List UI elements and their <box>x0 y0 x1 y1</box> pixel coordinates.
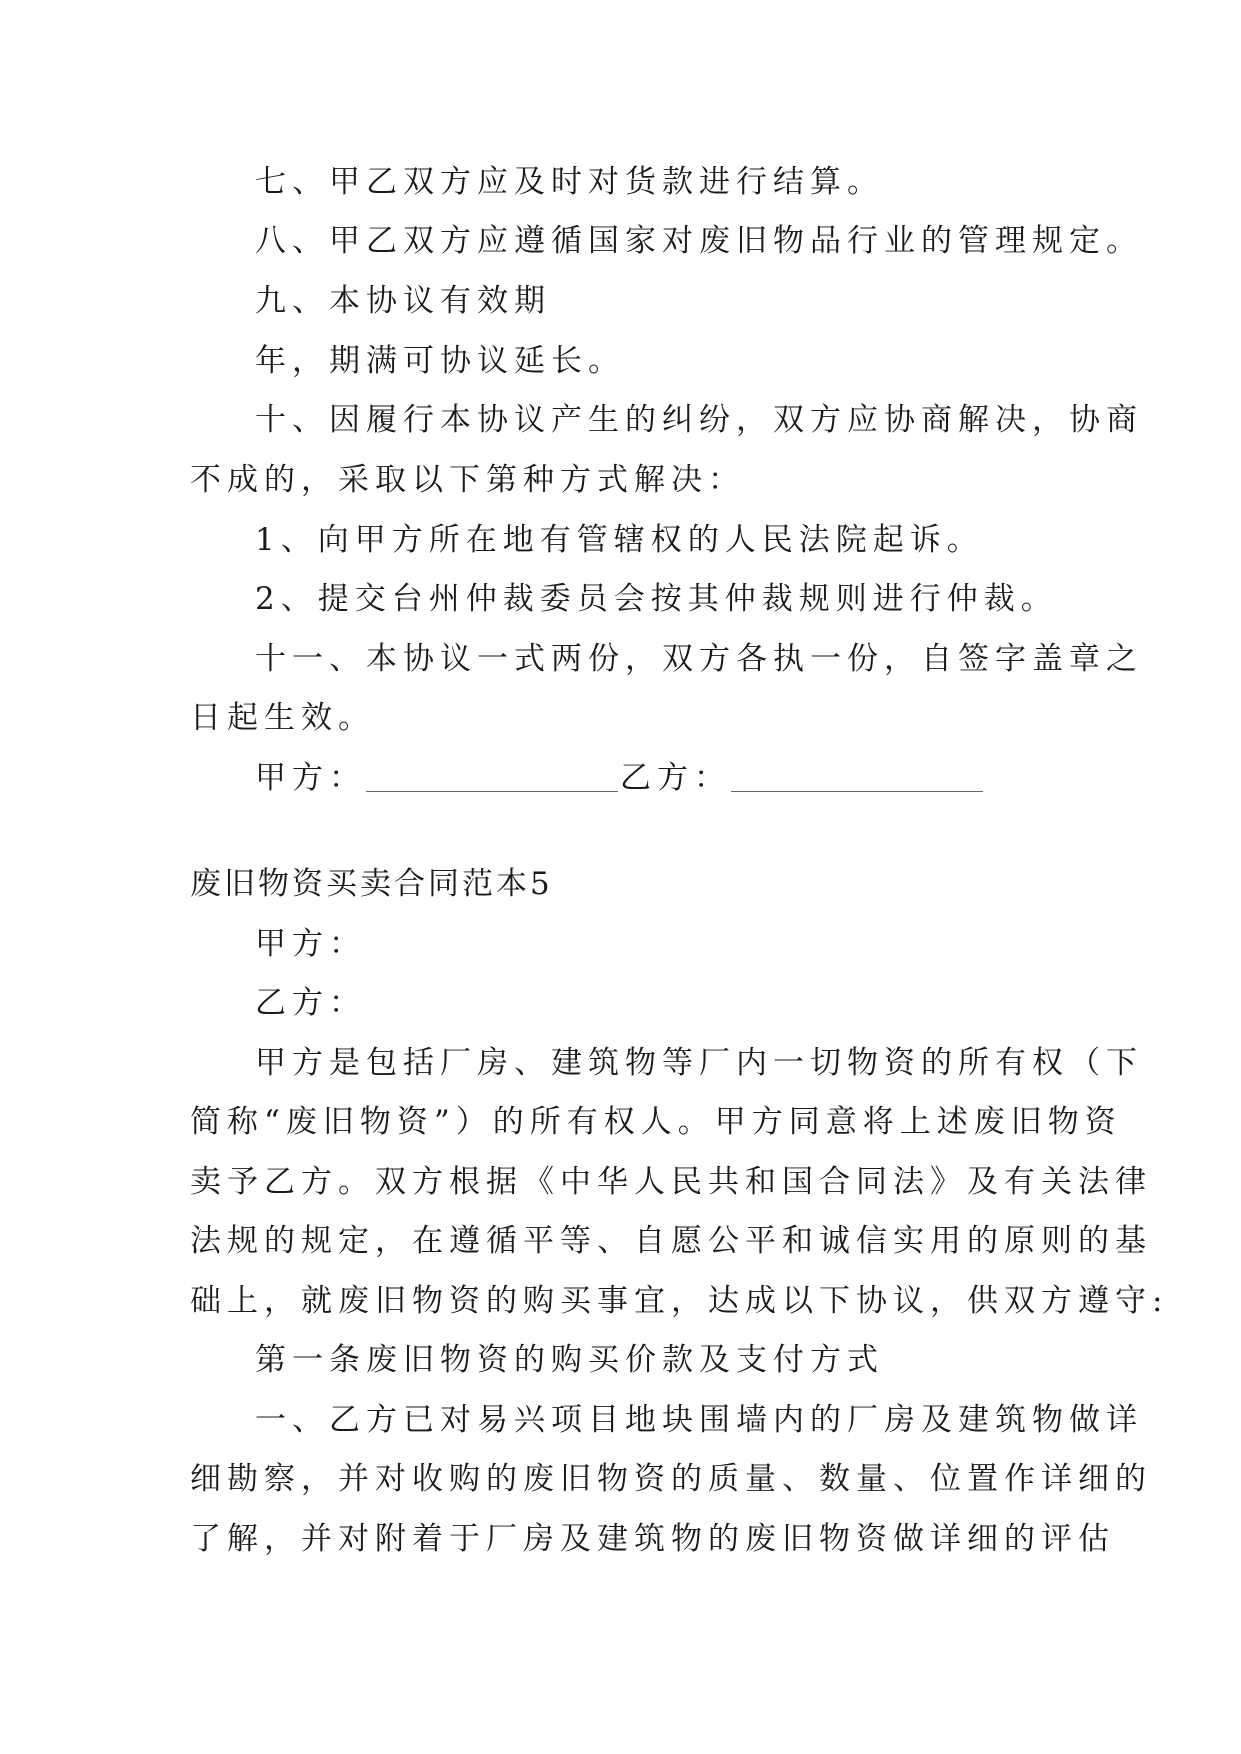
party-b-signature-label: 乙方： <box>620 760 731 796</box>
clause-10-option-1: 1、向甲方所在地有管辖权的人民法院起诉。 <box>255 522 984 558</box>
party-b-signature-blank <box>731 761 983 792</box>
clause-9-continued: 年，期满可协议延长。 <box>255 343 625 379</box>
body-paragraph-line: 卖予乙方。双方根据《中华人民共和国合同法》及有关法律 <box>190 1164 1152 1200</box>
clause-10-continued: 不成的，采取以下第种方式解决： <box>190 462 745 498</box>
party-a-signature-blank <box>366 761 618 792</box>
body-paragraph-line: 础上，就废旧物资的购买事宜，达成以下协议，供双方遵守: <box>190 1283 1169 1319</box>
article-1-heading: 第一条废旧物资的购买价款及支付方式 <box>255 1342 884 1378</box>
party-a-label: 甲方： <box>255 926 366 962</box>
section-title: 废旧物资买卖合同范本5 <box>190 866 553 902</box>
body-paragraph-line: 甲方是包括厂房、建筑物等厂内一切物资的所有权（下 <box>255 1045 1143 1081</box>
party-a-signature-label: 甲方： <box>255 760 366 796</box>
body-paragraph-line: 简称“废旧物资”）的所有权人。甲方同意将上述废旧物资 <box>190 1104 1122 1140</box>
body-paragraph-line: 法规的规定，在遵循平等、自愿公平和诚信实用的原则的基 <box>190 1223 1152 1259</box>
clause-10: 十、因履行本协议产生的纠纷，双方应协商解决，协商 <box>255 402 1143 438</box>
clause-7: 七、甲乙双方应及时对货款进行结算。 <box>255 164 884 200</box>
body-paragraph-line: 细勘察，并对收购的废旧物资的质量、数量、位置作详细的 <box>190 1461 1152 1497</box>
clause-9: 九、本协议有效期 <box>255 283 551 319</box>
clause-11: 十一、本协议一式两份，双方各执一份，自签字盖章之 <box>255 641 1143 677</box>
clause-10-option-2: 2、提交台州仲裁委员会按其仲裁规则进行仲裁。 <box>255 581 1058 617</box>
body-paragraph-line: 了解，并对附着于厂房及建筑物的废旧物资做详细的评估 <box>190 1521 1115 1557</box>
party-b-label: 乙方： <box>255 985 366 1021</box>
signature-line <box>255 758 985 798</box>
clause-11-continued: 日起生效。 <box>190 700 375 736</box>
body-paragraph-line: 一、乙方已对易兴项目地块围墙内的厂房及建筑物做详 <box>255 1402 1143 1438</box>
clause-8: 八、甲乙双方应遵循国家对废旧物品行业的管理规定。 <box>255 223 1143 259</box>
